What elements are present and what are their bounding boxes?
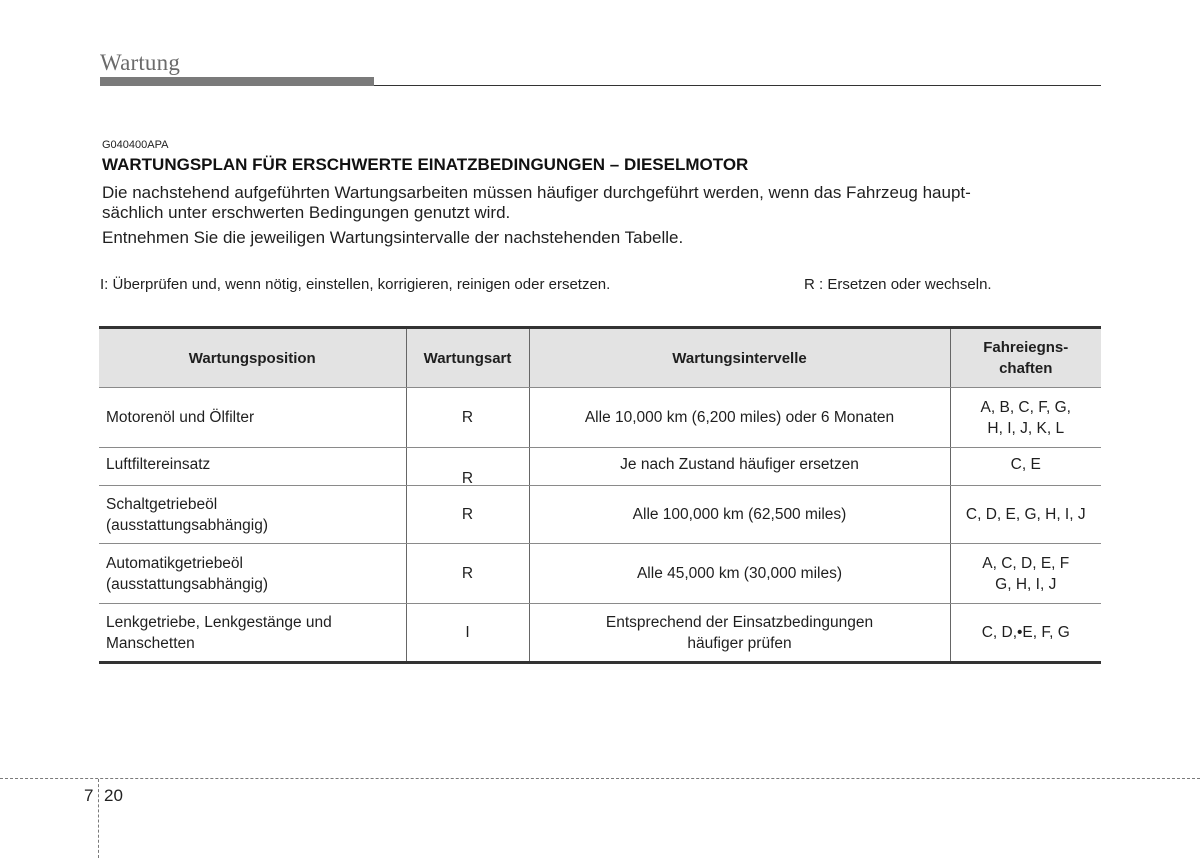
interval-line-2: häufiger prüfen <box>687 634 792 652</box>
footer-page-divider <box>98 779 99 858</box>
intro-paragraph <box>102 183 1102 223</box>
header-interval: Wartungsintervelle <box>529 328 950 388</box>
cell-interval <box>529 604 950 663</box>
cell-position <box>99 486 406 544</box>
intro-line-1: Die nachstehend aufgeführten Wartungsarbeiten müssen häufiger durchgeführt werden, wenn das Fahrzeug haupt- <box>102 183 971 202</box>
position-line-2: Manschetten <box>106 634 195 652</box>
legend-replace: R : Ersetzen oder wechseln. <box>804 276 992 293</box>
chapter-number: 7 <box>84 786 94 805</box>
cell-interval <box>529 486 950 544</box>
cell-position <box>99 544 406 604</box>
header-rule-thin <box>374 85 1101 86</box>
cell-position <box>99 388 406 448</box>
intro-line-2: sächlich unter erschwerten Bedingungen genutzt wird. <box>102 203 511 222</box>
cell-type: R <box>406 486 529 544</box>
document-code: G040400APA <box>102 139 169 151</box>
footer-divider <box>0 778 1200 779</box>
intro-table-note: Entnehmen Sie die jeweiligen Wartungsintervalle der nachstehenden Tabelle. <box>102 228 684 247</box>
cell-conditions <box>950 388 1101 448</box>
cell-conditions <box>950 544 1101 604</box>
table-row <box>99 448 1101 486</box>
position-line-2: (ausstattungsabhängig) <box>106 575 269 593</box>
conditions-line-1: C, D, E, G, H, I, J <box>965 506 1086 523</box>
cell-interval <box>529 448 950 486</box>
position-line-1: Schaltgetriebeöl <box>106 495 218 513</box>
interval-line-1: Alle 10,000 km (6,200 miles) oder 6 Monaten <box>584 409 895 426</box>
position-line-2: (ausstattungsabhängig) <box>106 516 269 534</box>
position-line-1: Luftfiltereinsatz <box>106 456 211 473</box>
header-conditions-line-2: chaften <box>999 360 1053 377</box>
cell-type: I <box>406 604 529 663</box>
conditions-line-2: H, I, J, K, L <box>987 419 1065 437</box>
table-row <box>99 486 1101 544</box>
conditions-line-1: C, D,•E, F, G <box>981 624 1070 641</box>
interval-line-1: Je nach Zustand häufiger ersetzen <box>620 456 859 473</box>
interval-line-1: Alle 100,000 km (62,500 miles) <box>632 506 847 523</box>
table-header-row <box>99 328 1101 388</box>
cell-type: R <box>406 544 529 604</box>
header-conditions <box>950 328 1101 388</box>
conditions-line-1: A, C, D, E, F <box>982 554 1070 572</box>
type-value: R <box>461 470 474 487</box>
cell-position <box>99 604 406 663</box>
legend-inspect: I: Überprüfen und, wenn nötig, einstellen, korrigieren, reinigen oder ersetzen. <box>100 276 611 293</box>
conditions-line-1: C, E <box>1010 456 1041 473</box>
cell-position <box>99 448 406 486</box>
header-type: Wartungsart <box>406 328 529 388</box>
page-number: 20 <box>104 786 123 805</box>
conditions-line-1: A, B, C, F, G, <box>980 398 1071 416</box>
maintenance-table <box>99 326 1101 664</box>
cell-type: R <box>406 388 529 448</box>
cell-interval <box>529 388 950 448</box>
table-row <box>99 604 1101 663</box>
position-line-1: Lenkgetriebe, Lenkgestänge und <box>106 613 332 631</box>
header-conditions-line-1: Fahreiegns- <box>983 339 1069 356</box>
position-line-1: Automatikgetriebeöl <box>106 554 243 572</box>
interval-line-1: Alle 45,000 km (30,000 miles) <box>636 565 843 582</box>
conditions-line-2: G, H, I, J <box>995 575 1057 593</box>
table-row <box>99 388 1101 448</box>
table-row <box>99 544 1101 604</box>
page-heading: WARTUNGSPLAN FÜR ERSCHWERTE EINATZBEDINGUNGEN – DIESELMOTOR <box>102 155 749 174</box>
cell-interval <box>529 544 950 604</box>
interval-line-1: Entsprechend der Einsatzbedingungen <box>605 613 874 631</box>
cell-conditions <box>950 448 1101 486</box>
cell-conditions <box>950 604 1101 663</box>
cell-type <box>406 448 529 486</box>
section-title: Wartung <box>100 50 181 75</box>
position-line-1: Motorenöl und Ölfilter <box>106 409 255 426</box>
header-position: Wartungsposition <box>99 328 406 388</box>
header-rule-thick <box>100 77 374 86</box>
cell-conditions <box>950 486 1101 544</box>
